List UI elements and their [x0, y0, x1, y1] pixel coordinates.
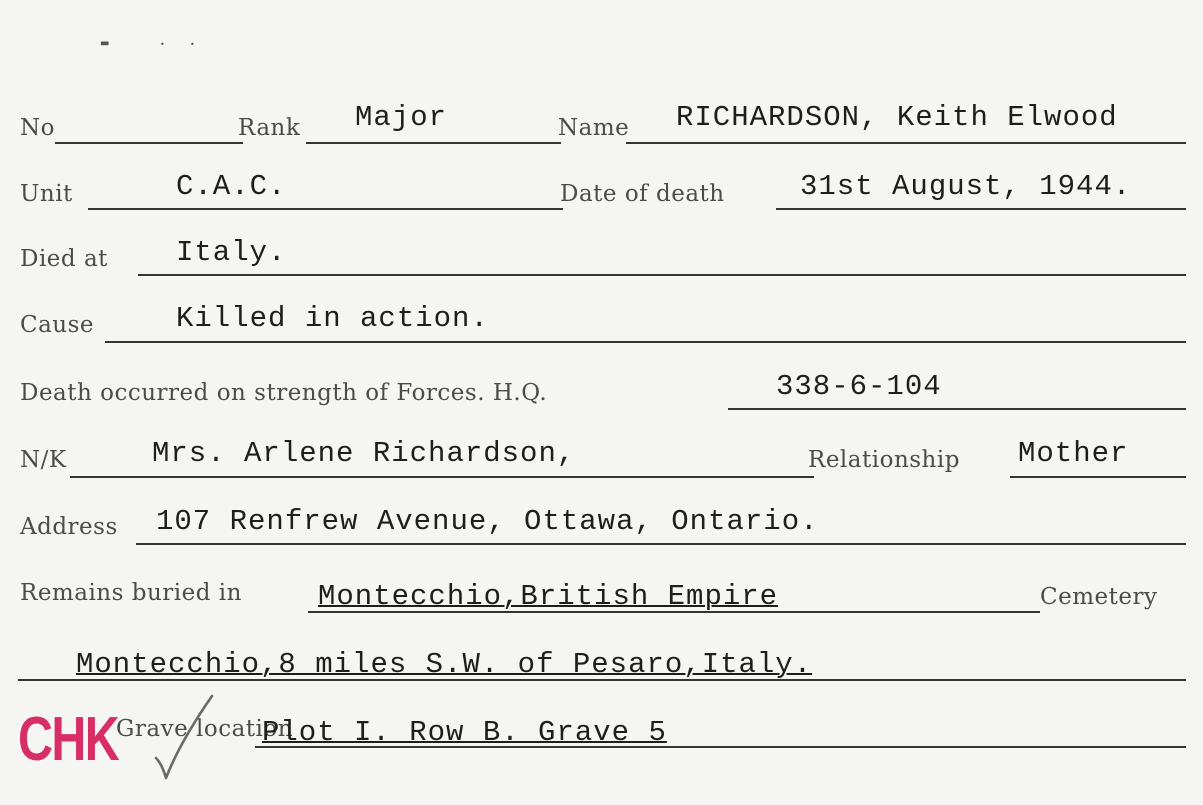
relationship-label: Relationship — [808, 447, 960, 473]
grave-location-label: Grave location — [116, 716, 294, 742]
name-value: RICHARDSON, Keith Elwood — [676, 101, 1118, 134]
date-of-death-value: 31st August, 1944. — [800, 170, 1132, 203]
name-line — [626, 142, 1186, 144]
nk-label: N/K — [20, 447, 67, 473]
unit-value: C.A.C. — [176, 170, 287, 203]
cemetery-location-value: Montecchio,8 miles S.W. of Pesaro,Italy. — [76, 648, 813, 681]
rank-label: Rank — [238, 115, 301, 141]
smudge-mark: • — [190, 40, 195, 49]
remains-line — [308, 611, 1040, 613]
remains-label: Remains buried in — [20, 580, 242, 606]
remains-value: Montecchio,British Empire — [318, 580, 779, 613]
cemetery-location-line — [18, 679, 1186, 681]
unit-label: Unit — [20, 181, 73, 207]
died-at-line — [138, 274, 1186, 276]
cause-value: Killed in action. — [176, 302, 489, 335]
relationship-value: Mother — [1018, 437, 1129, 470]
cause-label: Cause — [20, 312, 95, 338]
address-value: 107 Renfrew Avenue, Ottawa, Ontario. — [156, 505, 819, 538]
address-label: Address — [20, 514, 118, 540]
died-at-label: Died at — [20, 246, 108, 272]
cemetery-label: Cemetery — [1040, 584, 1158, 610]
strength-value: 338-6-104 — [776, 370, 942, 403]
date-of-death-line — [776, 208, 1186, 210]
nk-line — [70, 476, 814, 478]
name-label: Name — [558, 115, 630, 141]
chk-stamp: CHK — [18, 705, 119, 774]
grave-location-value: Plot I. Row B. Grave 5 — [262, 716, 667, 749]
relationship-line — [1010, 476, 1186, 478]
strength-line — [728, 408, 1186, 410]
strength-label: Death occurred on strength of Forces. H.Q. — [20, 380, 548, 406]
died-at-value: Italy. — [176, 236, 287, 269]
cause-line — [105, 341, 1186, 343]
nk-value: Mrs. Arlene Richardson, — [152, 437, 576, 470]
rank-line — [306, 142, 561, 144]
no-label: No — [20, 115, 55, 141]
unit-line — [88, 208, 563, 210]
no-line — [55, 142, 243, 144]
address-line — [136, 543, 1186, 545]
rank-value: Major — [355, 101, 448, 134]
smudge-mark: • — [160, 40, 165, 49]
grave-location-line — [255, 746, 1186, 748]
smudge-mark: ▬ — [100, 38, 110, 49]
checkmark-icon — [150, 690, 220, 790]
date-of-death-label: Date of death — [560, 181, 725, 207]
